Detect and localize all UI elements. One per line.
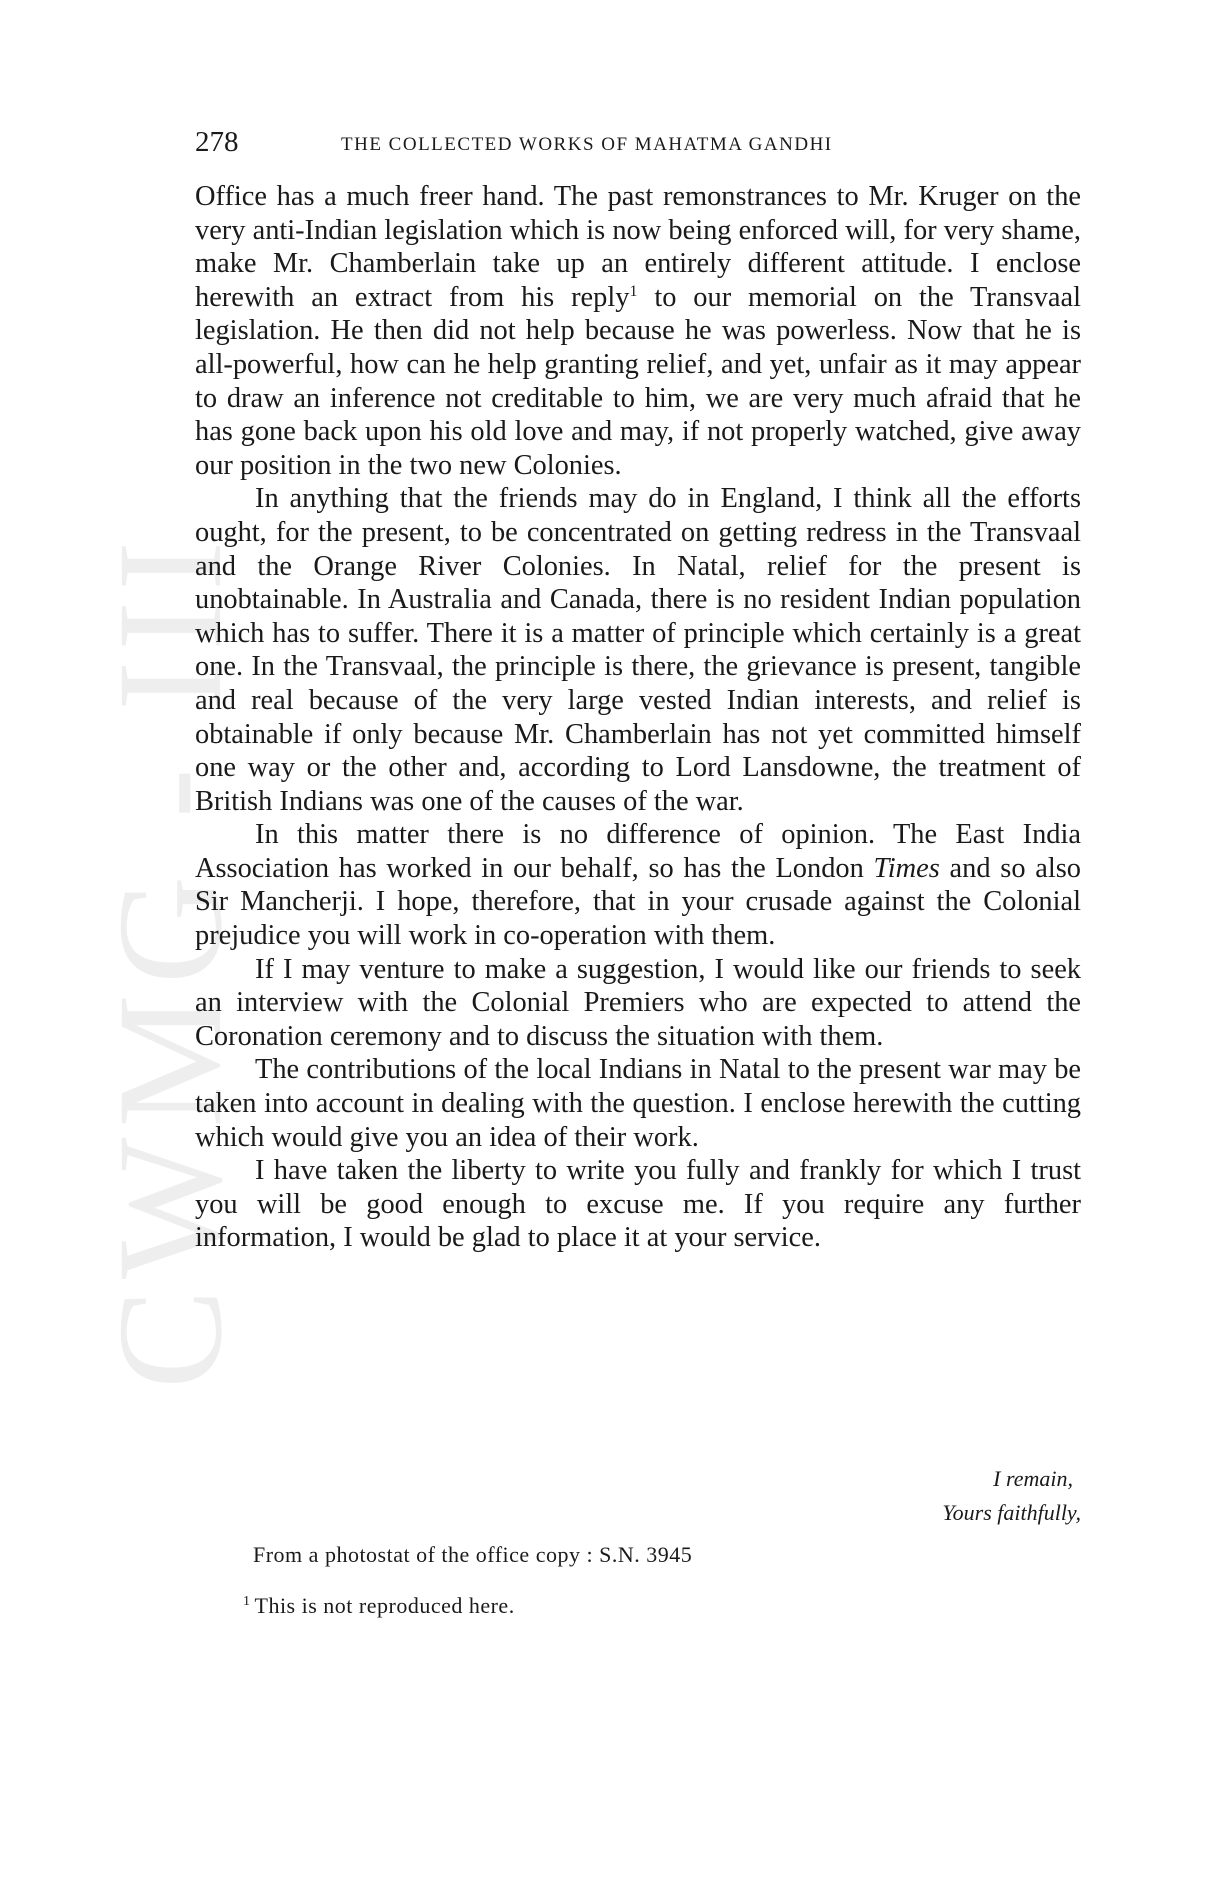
paragraph-3-italic: Times xyxy=(873,852,940,884)
paragraph-3-text-a: In this matter there is no difference of opinion. The East India Association has worked in our behalf, so has the London xyxy=(195,819,1081,884)
paragraph-3-text-b: and so also Sir Mancherji. I hope, therefore, that in your crusade against the Colonial prejudice you will work in co-operation with them. xyxy=(195,852,1081,952)
paragraph-1-text-b: to our memorial on the Transvaal legislation. He then did not help because he was powerless. Now that he is all-powerful, how can he help granting relief, and yet, unfair as it may appear to draw an inference not creditable to him, we are very much afraid that he has gone back upon his old love and may, if not properly watched, give away our position in the two new Colonies. xyxy=(195,281,1081,481)
paragraph-2: In anything that the friends may do in England, I think all the efforts ought, for the present, to be concentrated on getting redress in the Transvaal and the Orange River Colonies. In Natal, relief for the present is unobtainable. In Australia and Canada, there is no resident Indian population which has to suffer. There it is a matter of principle which certainly is a great one. In the Transvaal, the principle is there, the grievance is present, tangible and real because of the very large vested Indian interests, and relief is obtainable if only because Mr. Chamberlain has not yet committed himself one way or the other and, according to Lord Lansdowne, the treatment of British Indians was one of the causes of the war. xyxy=(195,483,1081,817)
source-note: From a photostat of the office copy : S.N. 3945 xyxy=(253,1542,693,1567)
paragraph-5: The contributions of the local Indians in Natal to the present war may be taken into account in dealing with the question. I enclose herewith the cutting which would give you an idea of their work. xyxy=(195,1054,1081,1153)
closing-remain: I remain, xyxy=(993,1466,1073,1491)
paragraph-1-text-a: Office has a much freer hand. The past remonstrances to Mr. Kruger on the very anti-Indian legislation which is now being enforced will, for very shame, make Mr. Chamberlain take up an entirely different attitude. I enclose herewith an extract from his reply xyxy=(195,181,1081,313)
paragraph-4: If I may venture to make a suggestion, I would like our friends to seek an interview with the Colonial Premiers who are expected to attend the Coronation ceremony and to discuss the situation with them. xyxy=(195,953,1081,1052)
paragraph-3 xyxy=(195,818,1081,952)
footnote-text: This is not reproduced here. xyxy=(254,1593,515,1618)
paragraph-6: I have taken the liberty to write you fully and frankly for which I trust you will be good enough to excuse me. If you require any further information, I would be glad to place it at your service. xyxy=(195,1155,1081,1254)
footnote xyxy=(243,1593,515,1619)
letter-body xyxy=(195,180,1081,1255)
closing-faithfully: Yours faithfully, xyxy=(942,1500,1081,1525)
page-number: 278 xyxy=(195,126,239,158)
running-head: THE COLLECTED WORKS OF MAHATMA GANDHI xyxy=(341,134,833,155)
watermark-text: CWMG - III xyxy=(87,530,254,1390)
letter-closing xyxy=(195,1462,1081,1530)
paragraph-1 xyxy=(195,180,1081,482)
footnote-marker: 1 xyxy=(243,1594,251,1609)
page-header xyxy=(195,126,1081,166)
footnote-ref-1: 1 xyxy=(629,282,638,300)
